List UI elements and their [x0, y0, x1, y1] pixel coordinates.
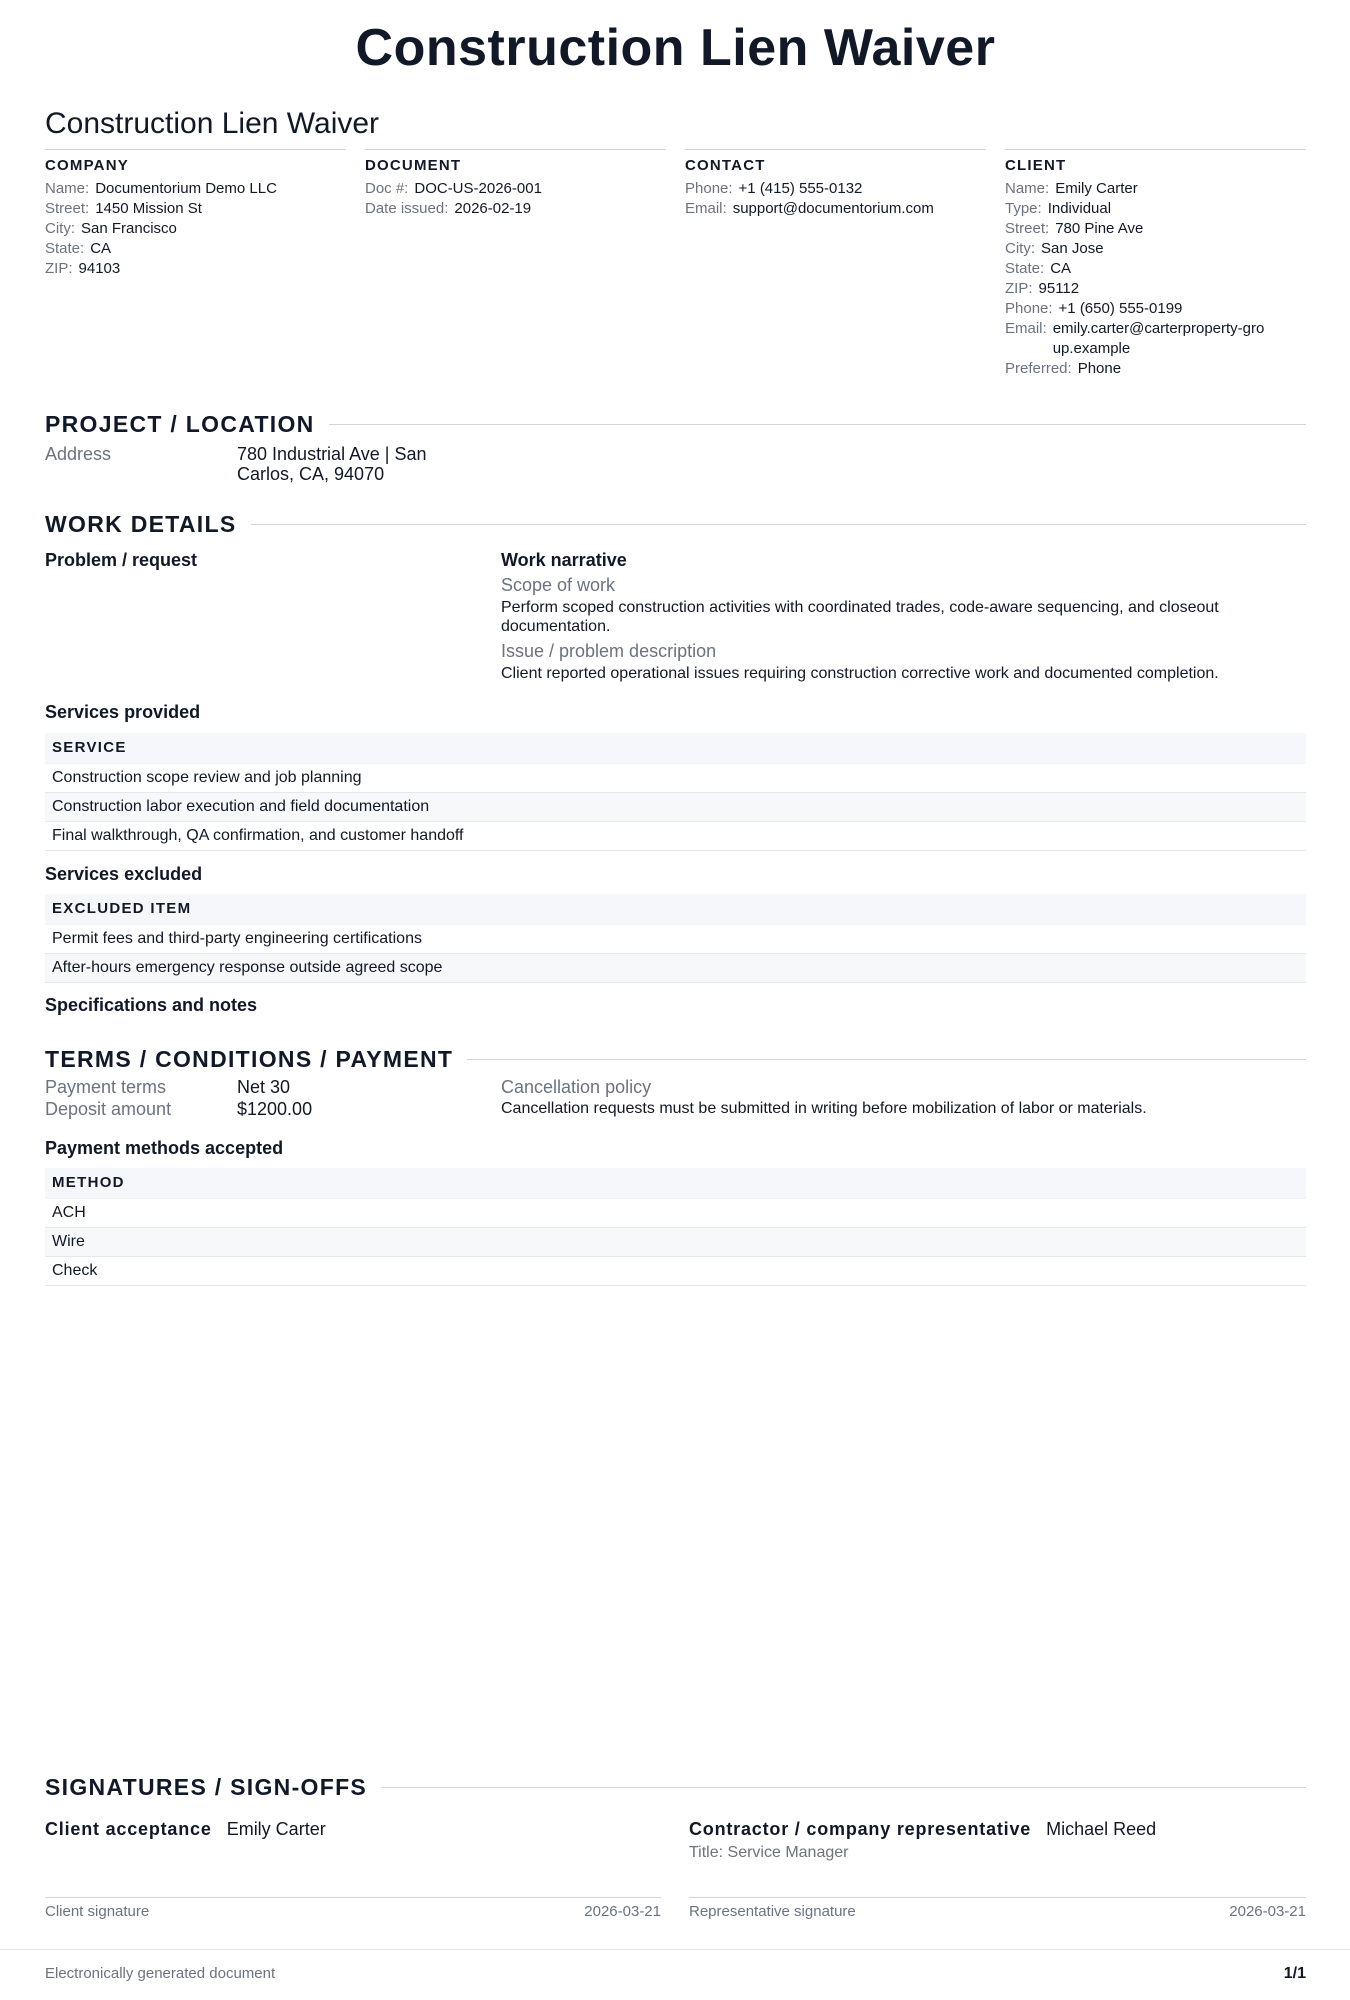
footer-note: Electronically generated document	[45, 1965, 276, 1982]
client-heading: CLIENT	[1005, 157, 1067, 174]
client-street-row: Street: 780 Pine Ave	[1005, 220, 1144, 237]
client-block	[1005, 149, 1306, 379]
payment-terms-label: Payment terms	[45, 1077, 167, 1097]
services-table-header: SERVICE	[45, 733, 1306, 764]
services-table	[45, 733, 1306, 851]
work-section-heading: WORK DETAILS	[45, 511, 1306, 538]
deposit-amount-label: Deposit amount	[45, 1099, 172, 1119]
document-heading: DOCUMENT	[365, 157, 462, 174]
payment-methods-table	[45, 1168, 1306, 1286]
contact-heading: CONTACT	[685, 157, 766, 174]
client-type-row: Type: Individual	[1005, 200, 1112, 217]
section-divider	[251, 524, 1307, 525]
document-sub-title: Construction Lien Waiver	[45, 107, 380, 140]
company-zip-row: ZIP: 94103	[45, 260, 121, 277]
project-section-heading: PROJECT / LOCATION	[45, 411, 1306, 438]
payment-terms-value: Net 30	[237, 1077, 291, 1097]
section-divider	[467, 1059, 1306, 1060]
scope-of-work-text: Perform scoped construction activities with coordinated trades, code-aware sequencing, and closeout documentation.	[501, 599, 1219, 635]
address-label: Address	[45, 444, 112, 464]
document-page	[45, 0, 1306, 2000]
section-divider	[381, 1787, 1306, 1788]
services-excluded-label: Services excluded	[45, 864, 203, 884]
client-signature-line	[45, 1897, 661, 1898]
client-name-row: Name: Emily Carter	[1005, 180, 1138, 197]
table-row: Check	[45, 1257, 1306, 1286]
cancellation-policy-text: Cancellation requests must be submitted in writing before mobilization of labor or materials.	[501, 1100, 1147, 1117]
excluded-table	[45, 894, 1306, 983]
page-number: 1/1	[1283, 1965, 1306, 1982]
table-row: After-hours emergency response outside agreed scope	[45, 954, 1306, 983]
client-zip-row: ZIP: 95112	[1005, 280, 1080, 297]
specifications-notes-label: Specifications and notes	[45, 995, 258, 1015]
payment-methods-label: Payment methods accepted	[45, 1138, 284, 1158]
table-row: Wire	[45, 1228, 1306, 1257]
representative-label: Contractor / company representative	[689, 1819, 1032, 1839]
client-state-row: State: CA	[1005, 260, 1072, 277]
table-row: Permit fees and third-party engineering certifications	[45, 925, 1306, 954]
representative-acceptance	[689, 1819, 1156, 1840]
company-block	[45, 149, 346, 279]
client-phone-row: Phone: +1 (650) 555-0199	[1005, 300, 1183, 317]
doc-number-row: Doc #: DOC-US-2026-001	[365, 180, 542, 197]
contact-email-row: Email: support@documentorium.com	[685, 200, 934, 217]
table-row: Final walkthrough, QA confirmation, and customer handoff	[45, 822, 1306, 851]
representative-name: Michael Reed	[1046, 1819, 1157, 1839]
party-info-grid	[45, 149, 1306, 389]
contact-block	[685, 149, 986, 219]
company-street-row: Street: 1450 Mission St	[45, 200, 202, 217]
table-row: Construction scope review and job planning	[45, 764, 1306, 793]
contact-phone-row: Phone: +1 (415) 555-0132	[685, 180, 863, 197]
terms-section-heading: TERMS / CONDITIONS / PAYMENT	[45, 1046, 1306, 1073]
footer-divider	[0, 1949, 1350, 1950]
client-acceptance	[45, 1819, 326, 1840]
methods-table-header: METHOD	[45, 1168, 1306, 1199]
section-divider	[329, 424, 1306, 425]
client-acceptance-name: Emily Carter	[226, 1819, 326, 1839]
representative-signature-label: Representative signature	[689, 1903, 856, 1920]
company-city-row: City: San Francisco	[45, 220, 177, 237]
scope-of-work-label: Scope of work	[501, 575, 616, 595]
signatures-section-heading: SIGNATURES / SIGN-OFFS	[45, 1774, 1306, 1801]
client-signature-label: Client signature	[45, 1903, 150, 1920]
document-main-title: Construction Lien Waiver	[355, 19, 996, 77]
client-preferred-row: Preferred: Phone	[1005, 360, 1122, 377]
table-row: ACH	[45, 1199, 1306, 1228]
document-block	[365, 149, 666, 219]
excluded-table-header: EXCLUDED ITEM	[45, 894, 1306, 925]
table-row: Construction labor execution and field documentation	[45, 793, 1306, 822]
services-provided-label: Services provided	[45, 702, 201, 722]
company-state-row: State: CA	[45, 240, 112, 257]
cancellation-policy-label: Cancellation policy	[501, 1077, 652, 1097]
company-name-row: Name: Documentorium Demo LLC	[45, 180, 277, 197]
client-signature-date: 2026-03-21	[584, 1903, 661, 1920]
address-value: 780 Industrial Ave | San Carlos, CA, 94070	[237, 444, 427, 484]
company-heading: COMPANY	[45, 157, 129, 174]
problem-request-label: Problem / request	[45, 550, 198, 570]
deposit-amount-value: $1200.00	[237, 1099, 313, 1119]
work-narrative-label: Work narrative	[501, 550, 627, 570]
issue-description-text: Client reported operational issues requiring construction corrective work and documented completion.	[501, 665, 1219, 682]
client-acceptance-label: Client acceptance	[45, 1819, 212, 1839]
client-email-row: Email: emily.carter@carterproperty-group.example	[1005, 320, 1265, 357]
client-city-row: City: San Jose	[1005, 240, 1104, 257]
representative-title: Title: Service Manager	[689, 1844, 849, 1861]
issue-description-label: Issue / problem description	[501, 641, 717, 661]
representative-signature-line	[689, 1897, 1306, 1898]
representative-signature-date: 2026-03-21	[1229, 1903, 1306, 1920]
date-issued-row: Date issued: 2026-02-19	[365, 200, 532, 217]
